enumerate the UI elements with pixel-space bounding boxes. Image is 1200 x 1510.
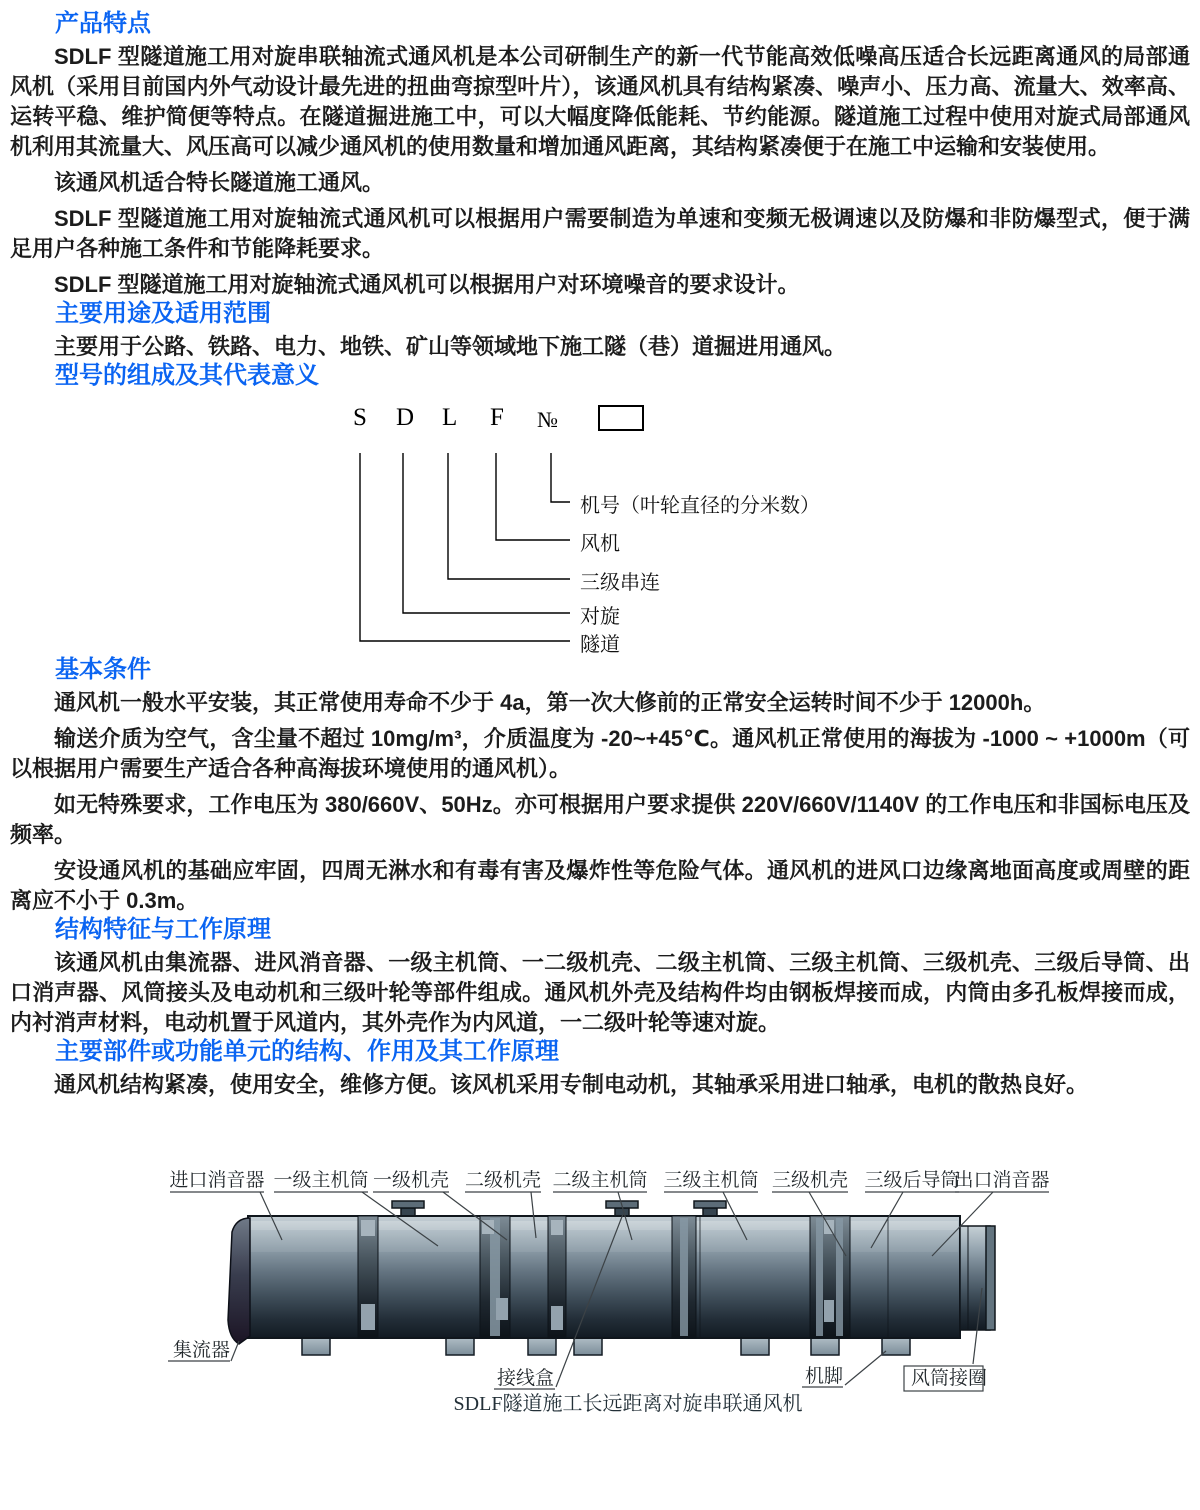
- model-letter-d: D: [396, 404, 415, 431]
- paragraph: 主要用于公路、铁路、电力、地铁、矿山等领域地下施工隧（巷）道掘进用通风。: [54, 334, 847, 359]
- fan-top-labels: [169, 1169, 1049, 1191]
- model-meaning-three-stage-series: 三级串连: [580, 572, 660, 594]
- fan-highlight: [250, 1221, 958, 1230]
- model-letter-f: F: [490, 404, 504, 431]
- heading-structure-principle: 结构特征与工作原理: [55, 916, 271, 943]
- paragraph: 如无特殊要求，工作电压为 380/660V、50Hz。亦可根据用户要求提供 220V/660V/1140V 的工作电压和非国标电压及频率。: [10, 792, 1190, 847]
- paragraph: 输送介质为空气，含尘量不超过 10mg/m³，介质温度为 -20~+45℃。通风机正常使用的海拔为 -1000 ~ +1000m（可以根据用户需要生产适合各种高海拔环境使用的通风机）。: [10, 726, 1190, 781]
- fan-diagram-caption: SDLF隧道施工长远距离对旋串联通风机: [453, 1393, 803, 1415]
- fan-outlet-ring: [960, 1226, 995, 1330]
- label-stage3-casing: 三级机壳: [771, 1170, 849, 1191]
- model-number-box: [598, 405, 644, 431]
- label-stage3-main-cylinder: 三级主机筒: [663, 1170, 759, 1191]
- paragraph: 通风机一般水平安装，其正常使用寿命不少于 4a，第一次大修前的正常安全运转时间不少于 12000h。: [54, 690, 1046, 715]
- model-letter-no: №: [537, 407, 558, 432]
- fan-bell-mouth: [228, 1218, 250, 1344]
- fan-structure-diagram: [10, 1148, 1190, 1418]
- label-duct-connection-ring: 风筒接圈: [911, 1368, 988, 1389]
- paragraph: SDLF 型隧道施工用对旋串联轴流式通风机是本公司研制生产的新一代节能高效低噪高压适合长远距离通风的局部通风机（采用目前国内外气动设计最先进的扭曲弯掠型叶片），该通风机具有结构紧凑、噪声小、压力高、流量大、效率高、运转平稳、维护简便等特点。在隧道掘进施工中，可以大幅度降低能耗、节约能源。隧道施工过程中使用对旋式局部通风机利用其流量大、风压高可以减少通风机的使用数量和增加通风距离，其结构紧凑便于在施工中运输和安装使用。: [10, 44, 1190, 159]
- heading-main-uses: 主要用途及适用范围: [55, 300, 271, 327]
- label-inlet-silencer: 进口消音器: [169, 1170, 265, 1191]
- label-stage2-casing: 二级机壳: [464, 1170, 542, 1191]
- model-letter-s: S: [353, 404, 367, 431]
- label-stage3-rear-guide: 三级后导筒: [864, 1170, 960, 1191]
- model-tree-lines: [360, 453, 570, 641]
- paragraph: 该通风机由集流器、进风消音器、一级主机筒、一二级机壳、二级主机筒、三级主机筒、三级机壳、三级后导筒、出口消声器、风筒接头及电动机和三级叶轮等部件组成。通风机外壳及结构件均由钢板焊接而成，内筒由多孔板焊接而成，内衬消声材料，电动机置于风道内，其外壳作为内风道，一二级叶轮等速对旋。: [10, 950, 1190, 1035]
- fan-highlight-soft: [250, 1230, 958, 1252]
- model-meaning-fan: 风机: [580, 533, 620, 555]
- label-junction-box: 接线盒: [497, 1368, 555, 1389]
- label-collector: 集流器: [173, 1340, 231, 1361]
- paragraph: SDLF 型隧道施工用对旋轴流式通风机可以根据用户需要制造为单速和变频无极调速以及防爆和非防爆型式，便于满足用户各种施工条件和节能降耗要求。: [10, 206, 1190, 261]
- heading-main-components: 主要部件或功能单元的结构、作用及其工作原理: [55, 1038, 559, 1065]
- paragraph: 安设通风机的基础应牢固，四周无淋水和有毒有害及爆炸性等危险气体。通风机的进风口边缘离地面高度或周壁的距离应不小于 0.3m。: [10, 858, 1190, 913]
- label-stage2-main-cylinder: 二级主机筒: [552, 1170, 648, 1191]
- model-composition-diagram: [10, 398, 1190, 656]
- label-stage1-main-cylinder: 一级主机筒: [273, 1170, 369, 1191]
- heading-model-composition: 型号的组成及其代表意义: [55, 362, 319, 389]
- model-letter-l: L: [442, 404, 458, 431]
- fan-diagram-svg: [10, 1148, 1200, 1418]
- model-meaning-tunnel: 隧道: [580, 634, 620, 656]
- model-meaning-counter-rotating: 对旋: [580, 606, 620, 628]
- label-machine-foot: 机脚: [805, 1366, 844, 1387]
- model-meaning-machine-no: 机号（叶轮直径的分米数）: [580, 495, 820, 517]
- paragraph: SDLF 型隧道施工用对旋轴流式通风机可以根据用户对环境噪音的要求设计。: [54, 272, 800, 297]
- label-stage1-casing: 一级机壳: [372, 1170, 450, 1191]
- paragraph: 该通风机适合特长隧道施工通风。: [54, 170, 385, 195]
- fan-body: [228, 1201, 995, 1355]
- label-outlet-silencer: 出口消音器: [954, 1170, 1050, 1191]
- heading-product-features: 产品特点: [55, 10, 151, 37]
- heading-basic-conditions: 基本条件: [55, 656, 151, 683]
- paragraph: 通风机结构紧凑，使用安全，维修方便。该风机采用专制电动机，其轴承采用进口轴承，电机的散热良好。: [54, 1072, 1089, 1097]
- fan-bottom-label-underlines: [168, 1361, 983, 1391]
